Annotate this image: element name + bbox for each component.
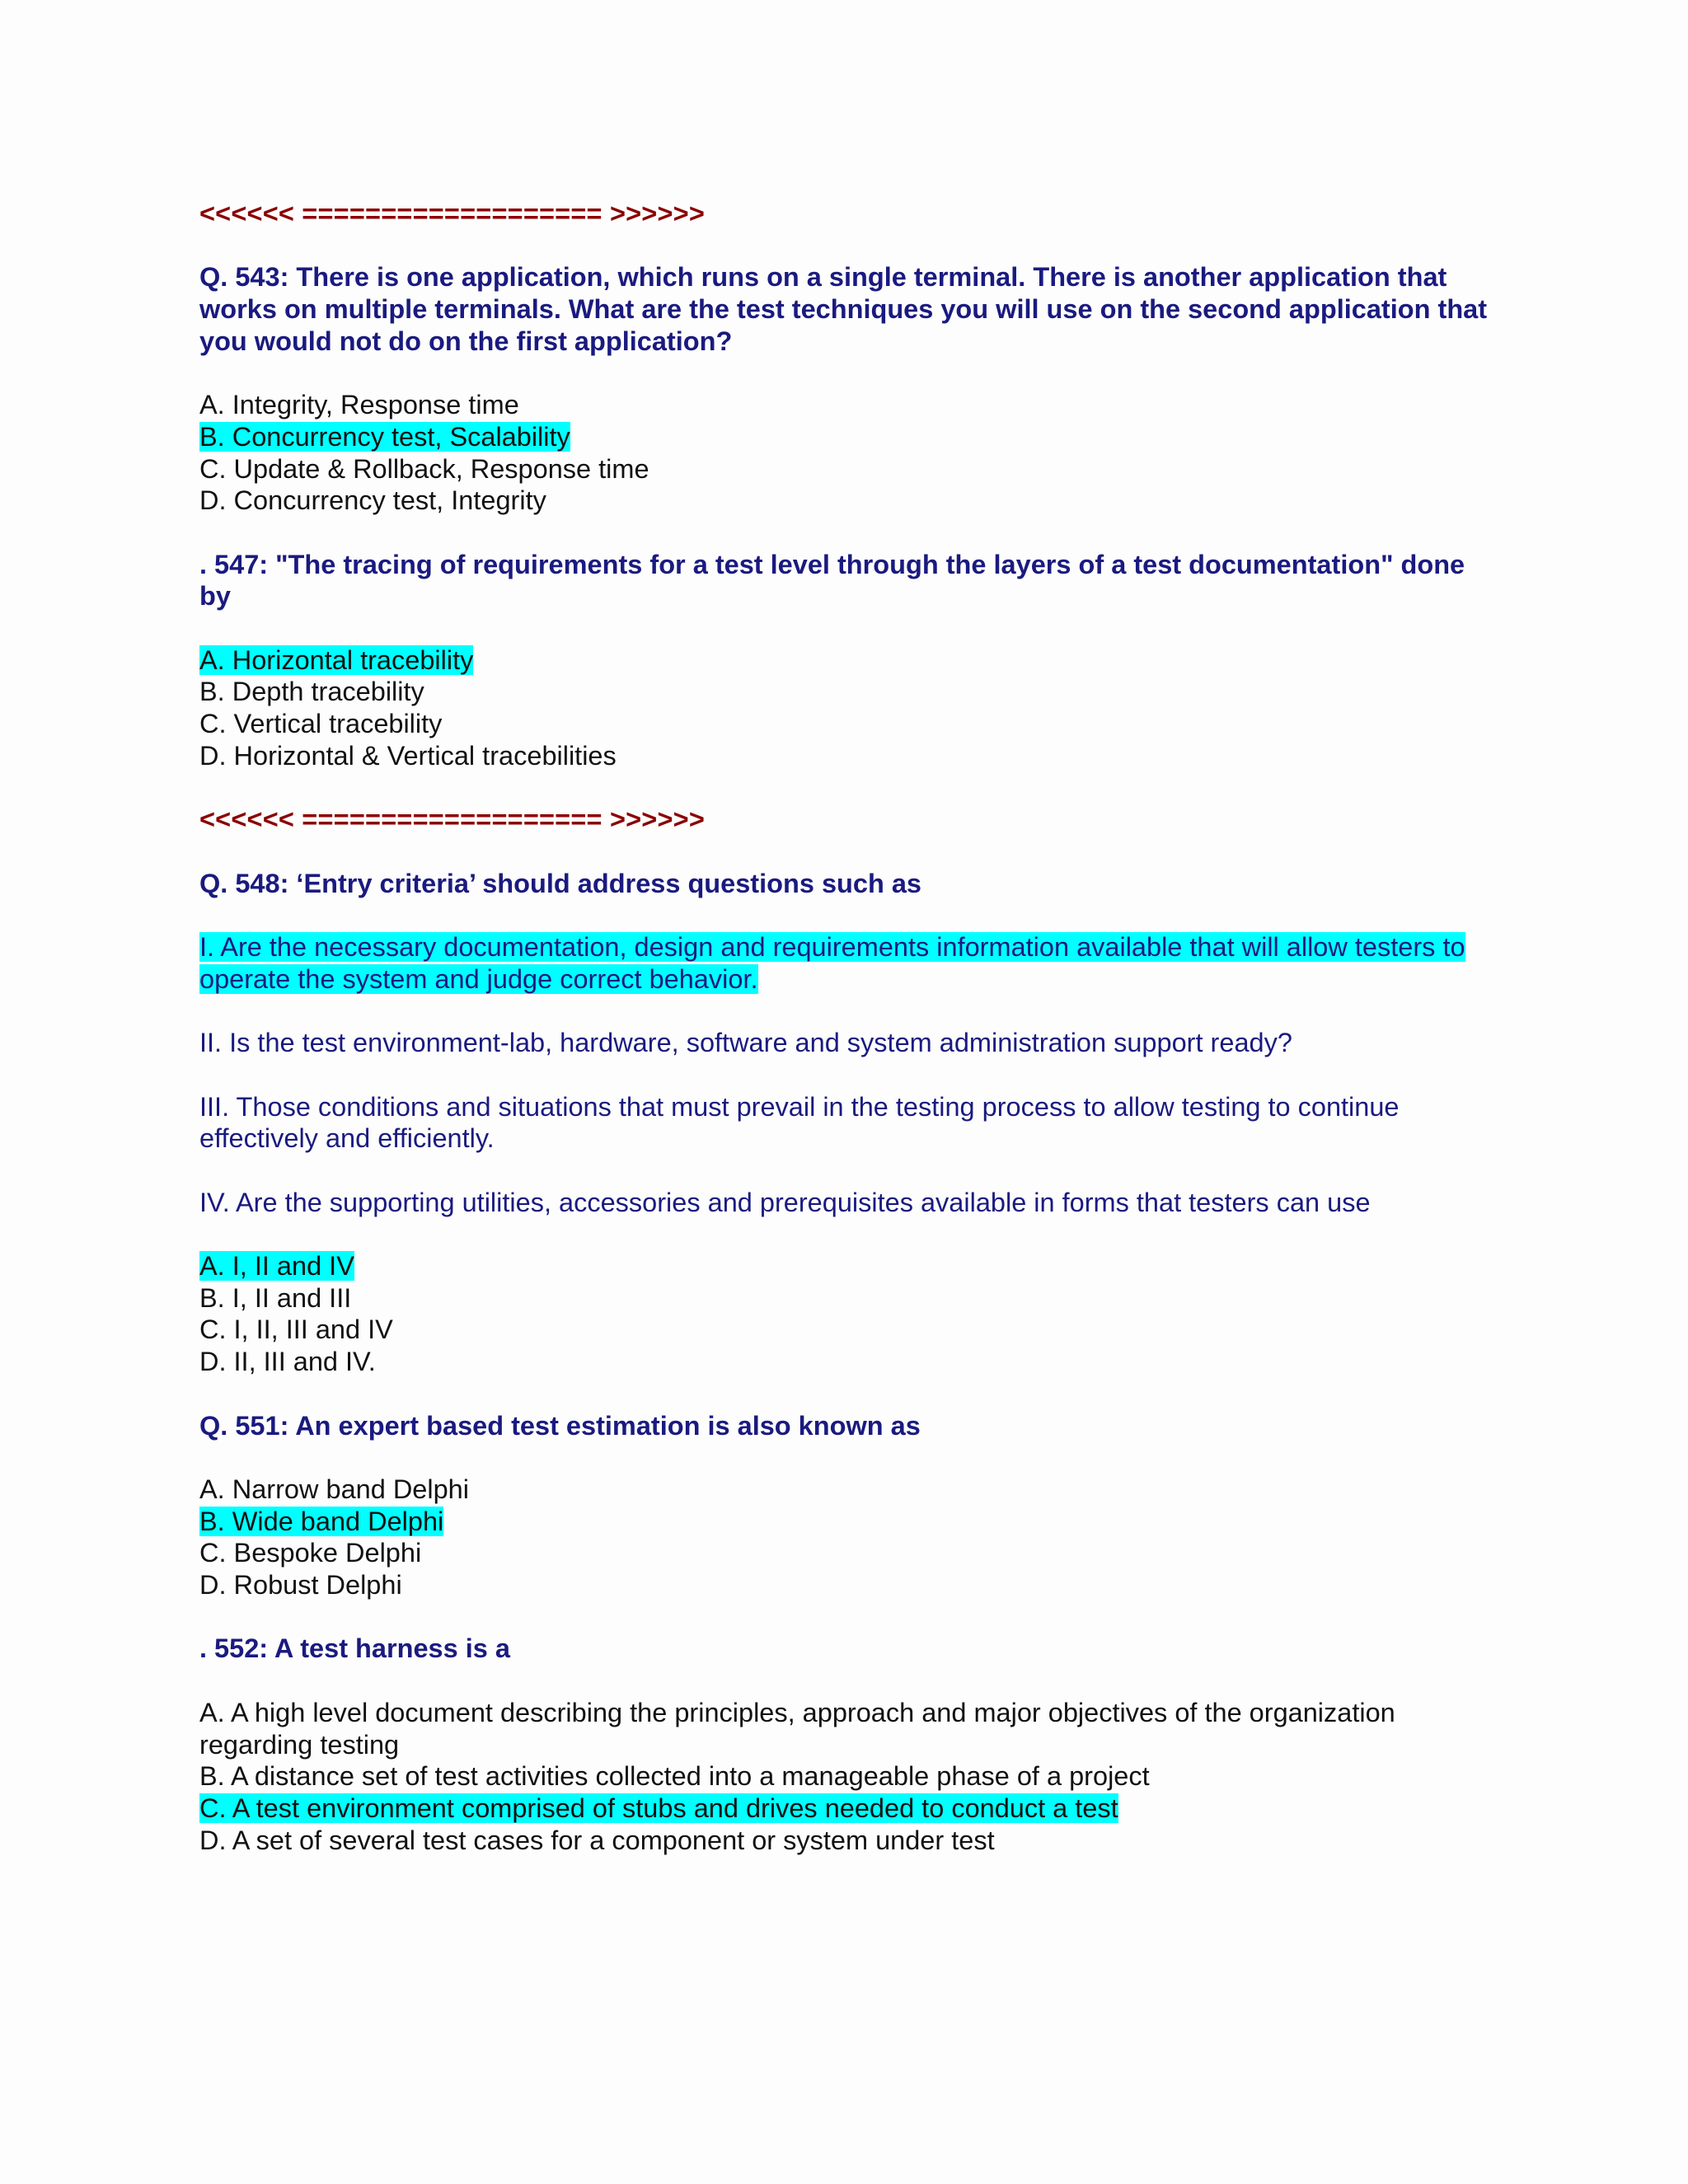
statement-548-i <box>199 931 1502 995</box>
option-548-b: B. I, II and III <box>199 1282 352 1313</box>
option-547-d: D. Horizontal & Vertical tracebilities <box>199 740 617 771</box>
highlighted-answer: A. I, II and IV <box>199 1251 354 1282</box>
option-547-b: B. Depth tracebility <box>199 677 424 707</box>
statement-548-iii: III. Those conditions and situations that must prevail in the testing process to allow testing to continue effectively and efficiently. <box>199 1091 1400 1154</box>
separator: <<<<<< =================== >>>>>> <box>199 199 706 228</box>
question-551: Q. 551: An expert based test estimation is also known as <box>199 1410 921 1441</box>
highlighted-statement: I. Are the necessary documentation, design and requirements information available that will allow testers to operate the system and judge correct behavior. <box>199 932 1465 994</box>
option-543-b <box>199 421 1502 453</box>
question-548: Q. 548: ‘Entry criteria’ should address questions such as <box>199 868 921 898</box>
option-548-a <box>199 1250 1502 1282</box>
option-551-c: C. Bespoke Delphi <box>199 1538 422 1568</box>
option-552-a: A. A high level document describing the principles, approach and major objectives of the organization regarding testing <box>199 1697 1395 1760</box>
highlighted-answer: B. Concurrency test, Scalability <box>199 421 570 452</box>
highlighted-answer: B. Wide band Delphi <box>199 1506 444 1536</box>
option-548-c: C. I, II, III and IV <box>199 1315 393 1345</box>
option-547-c: C. Vertical tracebility <box>199 709 443 739</box>
option-543-d: D. Concurrency test, Integrity <box>199 485 546 516</box>
option-552-d: D. A set of several test cases for a component or system under test <box>199 1825 995 1855</box>
option-551-d: D. Robust Delphi <box>199 1570 402 1601</box>
option-552-c <box>199 1793 1502 1825</box>
highlighted-answer: A. Horizontal tracebility <box>199 644 474 675</box>
option-543-c: C. Update & Rollback, Response time <box>199 453 649 484</box>
separator: <<<<<< =================== >>>>>> <box>199 804 706 835</box>
option-552-b: B. A distance set of test activities collected into a manageable phase of a project <box>199 1761 1150 1792</box>
option-551-a: A. Narrow band Delphi <box>199 1474 469 1504</box>
question-552: . 552: A test harness is a <box>199 1633 510 1664</box>
question-547: . 547: "The tracing of requirements for a test level through the layers of a test documentation" done by <box>199 549 1465 612</box>
option-551-b <box>199 1506 1502 1538</box>
question-543: Q. 543: There is one application, which runs on a single terminal. There is another application that works on multiple terminals. What are the test techniques you will use on the second application that you would not do on the first application? <box>199 262 1488 356</box>
statement-548-ii: II. Is the test environment-lab, hardware, software and system administration support ready? <box>199 1028 1292 1058</box>
highlighted-answer: C. A test environment comprised of stubs and drives needed to conduct a test <box>199 1793 1118 1823</box>
option-547-a <box>199 644 1502 677</box>
option-548-d: D. II, III and IV. <box>199 1347 376 1377</box>
document-page <box>199 198 1502 1856</box>
option-543-a: A. Integrity, Response time <box>199 390 519 420</box>
statement-548-iv: IV. Are the supporting utilities, accessories and prerequisites available in forms that testers can use <box>199 1187 1371 1217</box>
